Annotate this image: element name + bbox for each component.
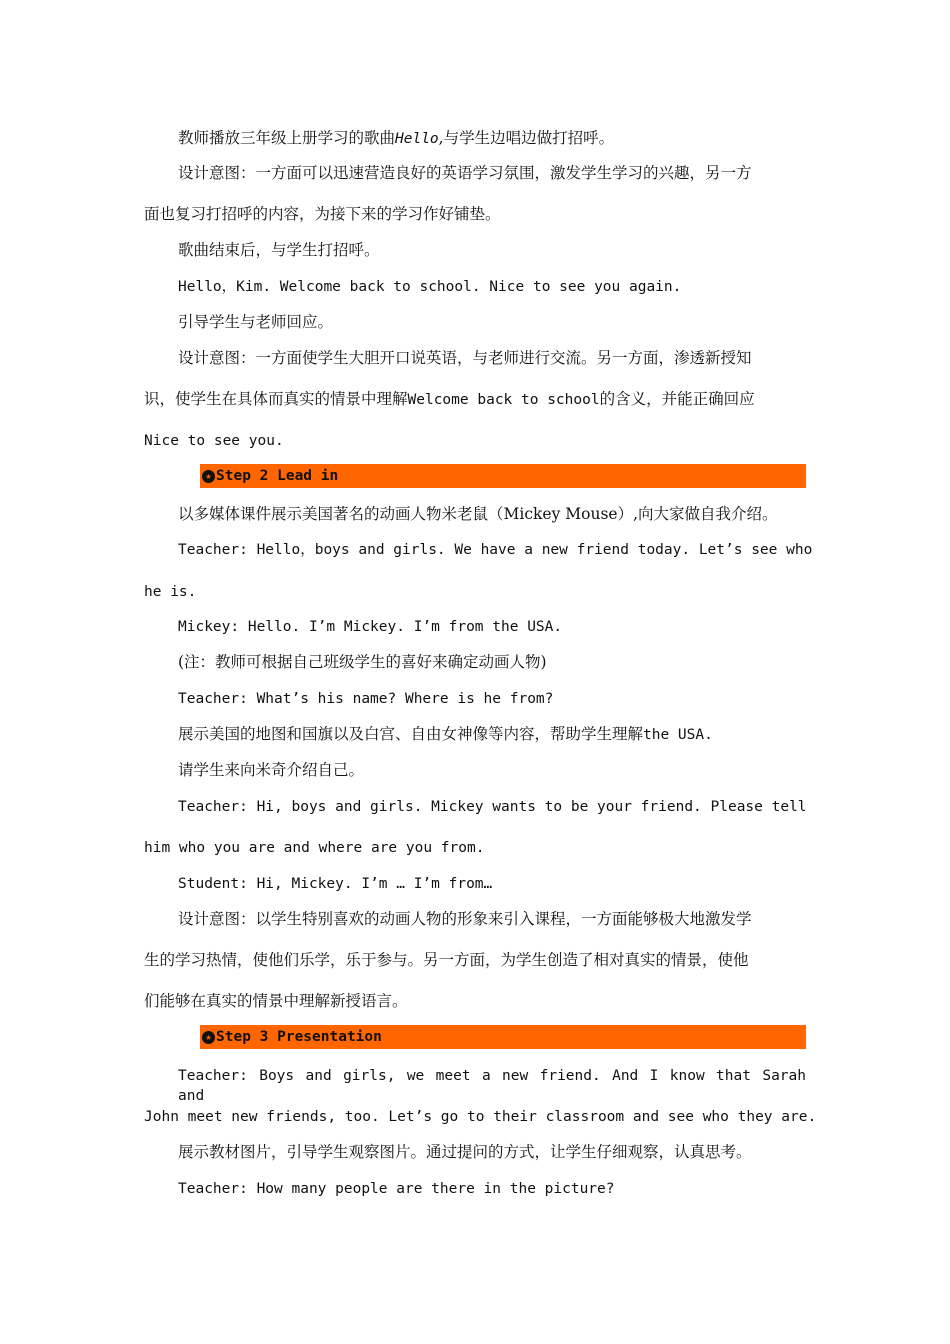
paragraph-line: Nice to see you. xyxy=(144,433,284,449)
text-run: 教师播放三年级上册学习的歌曲 xyxy=(178,129,396,147)
paragraph-line: him who you are and where are you from. xyxy=(144,840,485,856)
star-bullet-icon: ★ xyxy=(202,1031,215,1044)
paragraph-line: 歌曲结束后，与学生打招呼。 xyxy=(178,241,380,259)
text-run: 识，使学生在具体而真实的情景中理解 xyxy=(144,390,408,408)
paragraph-line: 引导学生与老师回应。 xyxy=(178,313,334,331)
paragraph-line: Teacher: Hi, boys and girls. Mickey wants to be your friend. Please tell xyxy=(178,799,807,815)
paragraph-line: 请学生来向米奇介绍自己。 xyxy=(178,761,365,779)
paragraph-line: 设计意图：一方面可以迅速营造良好的英语学习氛围，激发学生学习的兴趣，另一方 xyxy=(178,164,752,182)
step-3-heading xyxy=(200,1025,806,1049)
paragraph-line: Teacher: What’s his name? Where is he from? xyxy=(178,691,554,707)
paragraph-line xyxy=(144,389,755,410)
heading-text: Step 3 Presentation xyxy=(216,1029,382,1045)
text-run: the USA. xyxy=(643,727,713,743)
paragraph-line: 面也复习打招呼的内容，为接下来的学习作好铺垫。 xyxy=(144,205,501,223)
paragraph-line: he is. xyxy=(144,584,197,600)
step-2-heading xyxy=(200,464,806,488)
paragraph-line: Hello，Kim. Welcome back to school. Nice to see you again. xyxy=(178,279,682,295)
paragraph-line: John meet new friends, too. Let’s go to their classroom and see who they are. xyxy=(144,1109,817,1125)
paragraph-line: Student: Hi, Mickey. I’m … I’m from… xyxy=(178,876,493,892)
paragraph-line: 设计意图：一方面使学生大胆开口说英语，与老师进行交流。另一方面，渗透新授知 xyxy=(178,349,752,367)
paragraph-line: Teacher: Boys and girls, we meet a new friend. And I know that Sarah and xyxy=(178,1068,806,1104)
paragraph-line: 们能够在真实的情景中理解新授语言。 xyxy=(144,992,408,1010)
paragraph-line: Teacher: Hello，boys and girls. We have a new friend today. Let’s see who xyxy=(178,542,813,558)
text-run: Welcome back to school xyxy=(407,392,600,408)
paragraph-line: Mickey: Hello. I’m Mickey. I’m from the USA. xyxy=(178,619,563,635)
heading-text: Step 2 Lead in xyxy=(216,468,339,484)
song-title: Hello xyxy=(395,131,439,147)
paragraph-line: 生的学习热情，使他们乐学，乐于参与。另一方面，为学生创造了相对真实的情景，使他 xyxy=(144,951,749,969)
paragraph-line: (注：教师可根据自己班级学生的喜好来确定动画人物) xyxy=(178,653,547,671)
paragraph-line xyxy=(178,128,614,149)
paragraph-line xyxy=(178,724,713,745)
text-run: 的含义，并能正确回应 xyxy=(599,390,755,408)
star-bullet-icon: ★ xyxy=(202,470,215,483)
paragraph-line: 展示教材图片，引导学生观察图片。通过提问的方式，让学生仔细观察，认真思考。 xyxy=(178,1143,752,1161)
paragraph-line: 以多媒体课件展示美国著名的动画人物米老鼠（Mickey Mouse）,向大家做自我介绍。 xyxy=(178,505,778,523)
paragraph-line: Teacher: How many people are there in the picture? xyxy=(178,1181,615,1197)
paragraph-line: 设计意图：以学生特别喜欢的动画人物的形象来引入课程，一方面能够极大地激发学 xyxy=(178,910,752,928)
text-run: 展示美国的地图和国旗以及白宫、自由女神像等内容，帮助学生理解 xyxy=(178,725,644,743)
text-run: ,与学生边唱边做打招呼。 xyxy=(438,129,615,147)
